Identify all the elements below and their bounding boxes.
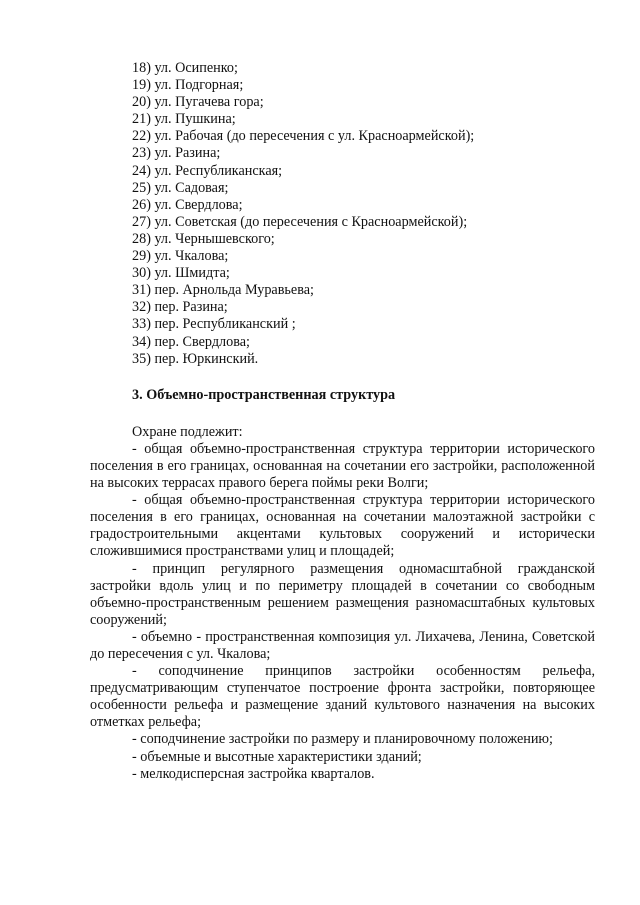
list-item: 23) ул. Разина; (132, 145, 221, 162)
section-intro: Охране подлежит: (132, 423, 243, 440)
list-item: 31) пер. Арнольда Муравьева; (132, 282, 314, 299)
list-item: - общая объемно-пространственная структура территории исторического поселения в его границах, основанная на сочетании малоэтажной застройки с градостроительными акцентами культовых сооружений и исторически сложившимися пространствами улиц и площадей; (90, 492, 595, 560)
list-item: 18) ул. Осипенко; (132, 60, 238, 76)
document-page (90, 60, 595, 783)
list-item: - принцип регулярного размещения одномасштабной гражданской застройки вдоль улиц и по периметру площадей в сочетании со свободным объемно-пространственным решением размещения разномасштабных культовых сооружений; (90, 560, 595, 628)
list-item: 34) пер. Свердлова; (132, 333, 250, 350)
list-item: 20) ул. Пугачева гора; (132, 94, 264, 111)
list-item: 35) пер. Юркинский. (132, 350, 259, 367)
street-list (90, 60, 595, 368)
list-item: 24) ул. Республиканская; (132, 162, 283, 179)
list-item: 32) пер. Разина; (132, 299, 228, 316)
list-item: - общая объемно-пространственная структура территории исторического поселения в его границах, основанная на сочетании его застройки, расположенной на высоких террасах правого берега поймы реки Волги; (90, 440, 595, 492)
protected-items-list (90, 441, 595, 783)
list-item: - объемные и высотные характеристики зданий; (132, 748, 422, 765)
list-item: 21) ул. Пушкина; (132, 111, 236, 128)
list-item: 28) ул. Чернышевского; (132, 230, 275, 247)
list-item: - мелкодисперсная застройка кварталов. (132, 765, 375, 782)
list-item: 33) пер. Республиканский ; (132, 316, 296, 333)
list-item: 27) ул. Советская (до пересечения с Красноармейской); (132, 213, 468, 230)
list-item: 19) ул. Подгорная; (132, 77, 244, 94)
list-item: 25) ул. Садовая; (132, 179, 229, 196)
section-heading: 3. Объемно-пространственная структура (132, 386, 396, 403)
list-item: 29) ул. Чкалова; (132, 248, 229, 265)
list-item: - объемно - пространственная композиция ул. Лихачева, Ленина, Советской до пересечения с ул. Чкалова; (90, 628, 595, 662)
list-item: 22) ул. Рабочая (до пересечения с ул. Красноармейской); (132, 128, 475, 145)
list-item: 30) ул. Шмидта; (132, 265, 230, 282)
list-item: 26) ул. Свердлова; (132, 196, 243, 213)
list-item: - соподчинение принципов застройки особенностям рельефа, предусматривающим ступенчатое построение фронта застройки, повторяющее особенности рельефа и размещение зданий культового назначения на высоких отметках рельефа; (90, 663, 595, 731)
list-item: - соподчинение застройки по размеру и планировочному положению; (132, 731, 553, 748)
